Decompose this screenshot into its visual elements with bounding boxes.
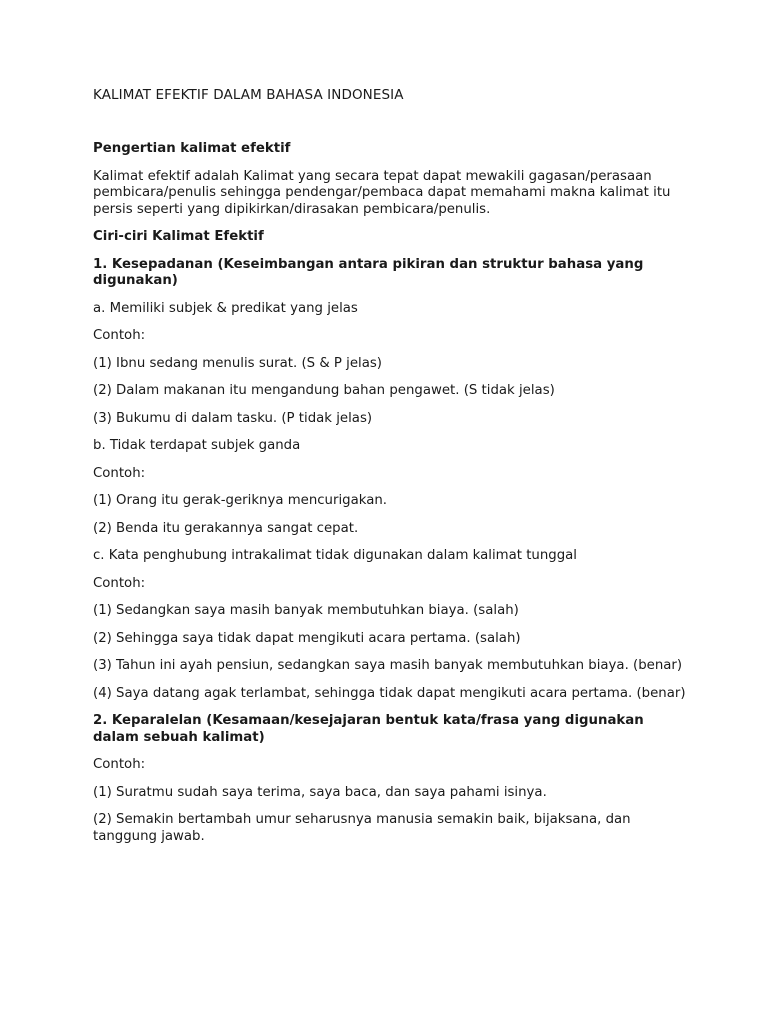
document-title: KALIMAT EFEKTIF DALAM BAHASA INDONESIA <box>93 87 404 103</box>
body-paragraph: (1) Sedangkan saya masih banyak membutuhkan biaya. (salah) <box>93 603 519 618</box>
body-paragraph: (1) Suratmu sudah saya terima, saya baca, dan saya pahami isinya. <box>93 784 547 800</box>
body-paragraph: (2) Dalam makanan itu mengandung bahan pengawet. (S tidak jelas) <box>93 383 555 398</box>
body-paragraph: (1) Ibnu sedang menulis surat. (S & P jelas) <box>93 355 382 371</box>
section-heading: Ciri-ciri Kalimat Efektif <box>93 229 264 244</box>
body-paragraph: c. Kata penghubung intrakalimat tidak digunakan dalam kalimat tunggal <box>93 548 578 563</box>
section-heading: Pengertian kalimat efektif <box>93 141 291 156</box>
section-heading: 1. Kesepadanan (Keseimbangan antara pikiran dan struktur bahasa yang digunakan) <box>93 256 644 288</box>
body-paragraph: b. Tidak terdapat subjek ganda <box>93 438 301 453</box>
document-body <box>93 141 693 856</box>
body-paragraph: Contoh: <box>93 575 146 591</box>
body-paragraph: (2) Semakin bertambah umur seharusnya manusia semakin baik, bijaksana, dan tanggung jawab. <box>93 812 631 844</box>
body-paragraph: (2) Sehingga saya tidak dapat mengikuti acara pertama. (salah) <box>93 630 521 646</box>
body-paragraph: (4) Saya datang agak terlambat, sehingga tidak dapat mengikuti acara pertama. (benar) <box>93 685 686 701</box>
body-paragraph: (3) Tahun ini ayah pensiun, sedangkan saya masih banyak membutuhkan biaya. (benar) <box>93 658 683 673</box>
body-paragraph: Contoh: <box>93 465 146 481</box>
body-paragraph: (1) Orang itu gerak-geriknya mencurigakan. <box>93 493 388 508</box>
body-paragraph: (2) Benda itu gerakannya sangat cepat. <box>93 520 359 536</box>
body-paragraph: (3) Bukumu di dalam tasku. (P tidak jelas) <box>93 410 373 426</box>
body-paragraph: Contoh: <box>93 328 146 343</box>
body-paragraph: Kalimat efektif adalah Kalimat yang secara tepat dapat mewakili gagasan/perasaan pembicara/penulis sehingga pendengar/pembaca dapat memahami makna kalimat itu persis seperti yang dipikirkan/dirasakan pembicara/penulis. <box>93 168 671 217</box>
body-paragraph: Contoh: <box>93 757 146 772</box>
section-heading: 2. Keparalelan (Kesamaan/kesejajaran bentuk kata/frasa yang digunakan dalam sebuah kalimat) <box>93 713 644 745</box>
body-paragraph: a. Memiliki subjek & predikat yang jelas <box>93 300 358 316</box>
